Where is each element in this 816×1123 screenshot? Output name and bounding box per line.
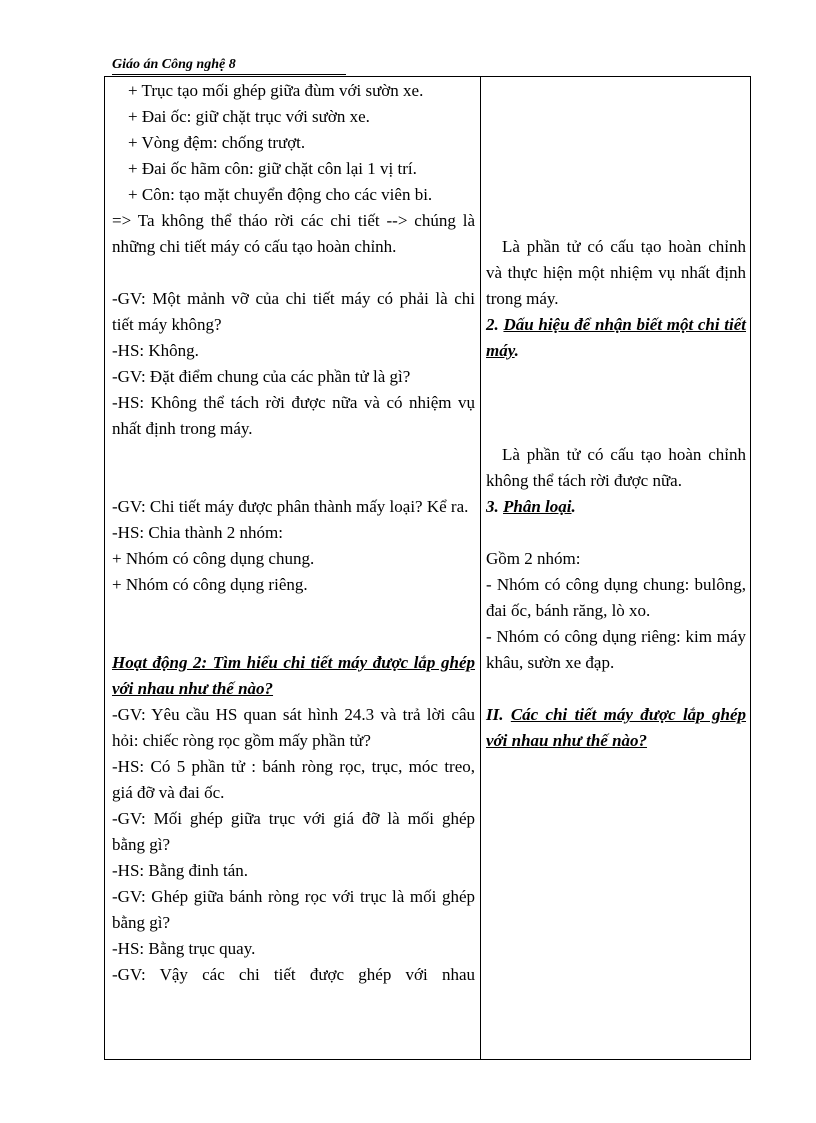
- text-line: -HS: Có 5 phần tử : bánh ròng rọc, trục, móc treo, giá đỡ và đai ốc.: [112, 757, 475, 802]
- definition-text: Là phần tử có cấu tạo hoàn chỉnh không thể tách rời được nữa.: [486, 445, 746, 490]
- teacher-student-activities-column: [112, 78, 475, 988]
- text-line: -HS: Không thể tách rời được nữa và có nhiệm vụ nhất định trong máy.: [112, 393, 475, 438]
- text-line: - Nhóm có công dụng riêng: kim máy khâu, sườn xe đạp.: [486, 627, 746, 672]
- text-line: + Nhóm có công dụng riêng.: [112, 575, 308, 594]
- text-line: => Ta không thể tháo rời các chi tiết --> chúng là những chi tiết máy có cấu tạo hoàn chỉnh.: [112, 211, 475, 256]
- text-line: -GV: Đặt điểm chung của các phần tử là gì?: [112, 367, 411, 386]
- text-line: Gồm 2 nhóm:: [486, 549, 581, 568]
- text-line: -HS: Không.: [112, 341, 199, 360]
- text-line: -GV: Ghép giữa bánh ròng rọc với trục là mối ghép bằng gì?: [112, 887, 475, 932]
- text-line: - Nhóm có công dụng chung: bulông, đai ốc, bánh răng, lò xo.: [486, 575, 746, 620]
- text-line: + Đai ốc: giữ chặt trục với sườn xe.: [128, 107, 370, 126]
- text-line: -HS: Chia thành 2 nhóm:: [112, 523, 283, 542]
- text-line: + Trục tạo mối ghép giữa đùm với sườn xe.: [128, 81, 424, 100]
- text-line: + Nhóm có công dụng chung.: [112, 549, 315, 568]
- page-header: Giáo án Công nghệ 8: [112, 56, 346, 75]
- section-II-heading: II. Các chi tiết máy được lắp ghép với nhau như thế nào?: [486, 705, 747, 750]
- text-line: -GV: Một mảnh vỡ của chi tiết máy có phải là chi tiết máy không?: [112, 289, 475, 334]
- activity-2-heading: Hoạt động 2: Tìm hiểu chi tiết máy được lắp ghép với nhau như thế nào?: [112, 653, 475, 698]
- table-column-divider: [480, 76, 481, 1060]
- section-2-heading: 2. Dấu hiệu để nhận biết một chi tiết máy.: [486, 315, 747, 360]
- text-line: + Côn: tạo mặt chuyển động cho các viên bi.: [128, 185, 433, 204]
- text-line: -GV: Chi tiết máy được phân thành mấy loại? Kể ra.: [112, 497, 469, 516]
- text-line: + Đai ốc hãm côn: giữ chặt côn lại 1 vị trí.: [128, 159, 417, 178]
- text-line: -GV: Mối ghép giữa trục với giá đỡ là mối ghép bằng gì?: [112, 809, 475, 854]
- definition-text: Là phần tử có cấu tạo hoàn chỉnh và thực hiện một nhiệm vụ nhất định trong máy.: [486, 237, 746, 308]
- text-line: -GV: Yêu cầu HS quan sát hình 24.3 và trả lời câu hỏi: chiếc ròng rọc gồm mấy phần tử?: [112, 705, 475, 750]
- text-line: + Vòng đệm: chống trượt.: [128, 133, 306, 152]
- content-column: [486, 78, 746, 754]
- text-line: -HS: Bằng trục quay.: [112, 939, 256, 958]
- text-line: -HS: Bằng đinh tán.: [112, 861, 248, 880]
- text-line: -GV: Vậy các chi tiết được ghép với nhau: [112, 965, 475, 984]
- section-3-heading: 3. Phân loại.: [486, 497, 576, 516]
